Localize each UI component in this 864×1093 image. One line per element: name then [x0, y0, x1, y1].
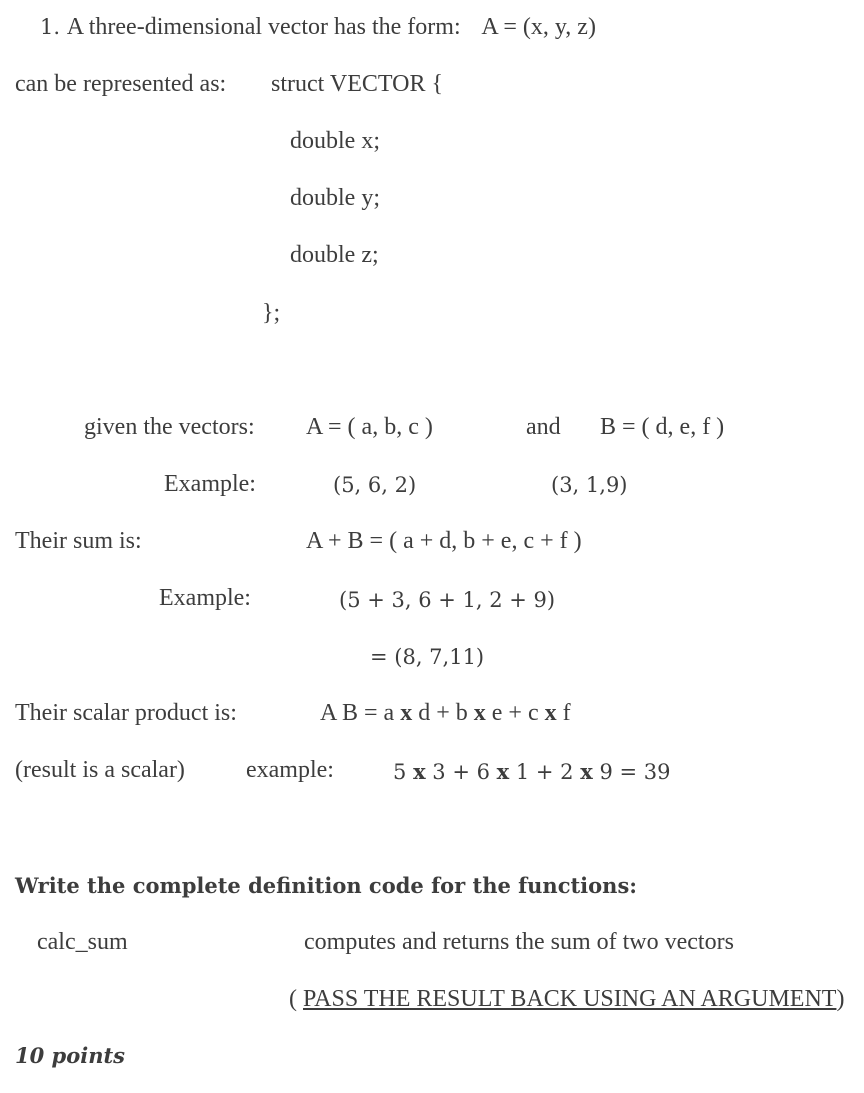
times-sign: x	[544, 700, 557, 726]
paren-close: )	[836, 986, 845, 1012]
task-heading: Write the complete definition code for the functions:	[15, 873, 638, 898]
scalar-example-part: 9 = 39	[599, 760, 671, 784]
struct-close: };	[262, 300, 281, 326]
scalar-formula-part: e + c	[491, 700, 539, 726]
times-sign: x	[413, 759, 426, 784]
example-b: (3, 1,9)	[551, 473, 628, 497]
scalar-formula-part: A B = a	[320, 700, 395, 726]
question-intro-text: A three-dimensional vector has the form:	[66, 14, 461, 40]
scalar-example	[393, 759, 670, 785]
function-name: calc_sum	[37, 929, 128, 955]
points: 10 points	[15, 1043, 125, 1068]
sum-formula: A + B = ( a + d, b + e, c + f )	[306, 528, 582, 554]
vector-b-def: B = ( d, e, f )	[600, 414, 725, 440]
scalar-example-part: 1 + 2	[515, 760, 574, 784]
question-intro	[40, 14, 596, 40]
struct-field-y: double y;	[290, 185, 380, 211]
scalar-label: Their scalar product is:	[15, 700, 237, 726]
paren-open: (	[289, 986, 303, 1012]
sum-label: Their sum is:	[15, 528, 142, 554]
sum-result: = (8, 7,11)	[370, 645, 485, 669]
given-example-label: Example:	[164, 471, 256, 497]
vector-a-def: A = ( a, b, c )	[306, 414, 433, 440]
sum-example-label: Example:	[159, 585, 251, 611]
pass-result-text: PASS THE RESULT BACK USING AN ARGUMENT	[303, 986, 837, 1012]
example-a: (5, 6, 2)	[333, 473, 417, 497]
times-sign: x	[496, 759, 510, 784]
times-sign: x	[473, 700, 486, 726]
function-description: computes and returns the sum of two vectors	[304, 929, 734, 955]
scalar-example-part: 3 + 6	[432, 760, 490, 784]
given-label: given the vectors:	[84, 414, 255, 440]
can-be-represented: can be represented as:	[15, 71, 227, 97]
scalar-formula	[320, 700, 571, 726]
scalar-note: (result is a scalar)	[15, 757, 185, 783]
times-sign: x	[580, 759, 593, 784]
pass-result-note	[289, 986, 844, 1012]
sum-example: (5 + 3, 6 + 1, 2 + 9)	[339, 588, 556, 612]
struct-open: struct VECTOR {	[271, 71, 443, 97]
vector-form: A = (x, y, z)	[481, 14, 596, 40]
times-sign: x	[400, 700, 413, 726]
scalar-formula-part: d + b	[418, 700, 468, 726]
scalar-example-part: 5	[393, 760, 407, 784]
and-word: and	[526, 414, 561, 440]
struct-field-z: double z;	[290, 242, 379, 268]
scalar-example-label: example:	[246, 757, 334, 783]
struct-field-x: double x;	[290, 128, 380, 154]
question-number: 1.	[40, 15, 61, 39]
scalar-formula-part: f	[562, 700, 571, 726]
